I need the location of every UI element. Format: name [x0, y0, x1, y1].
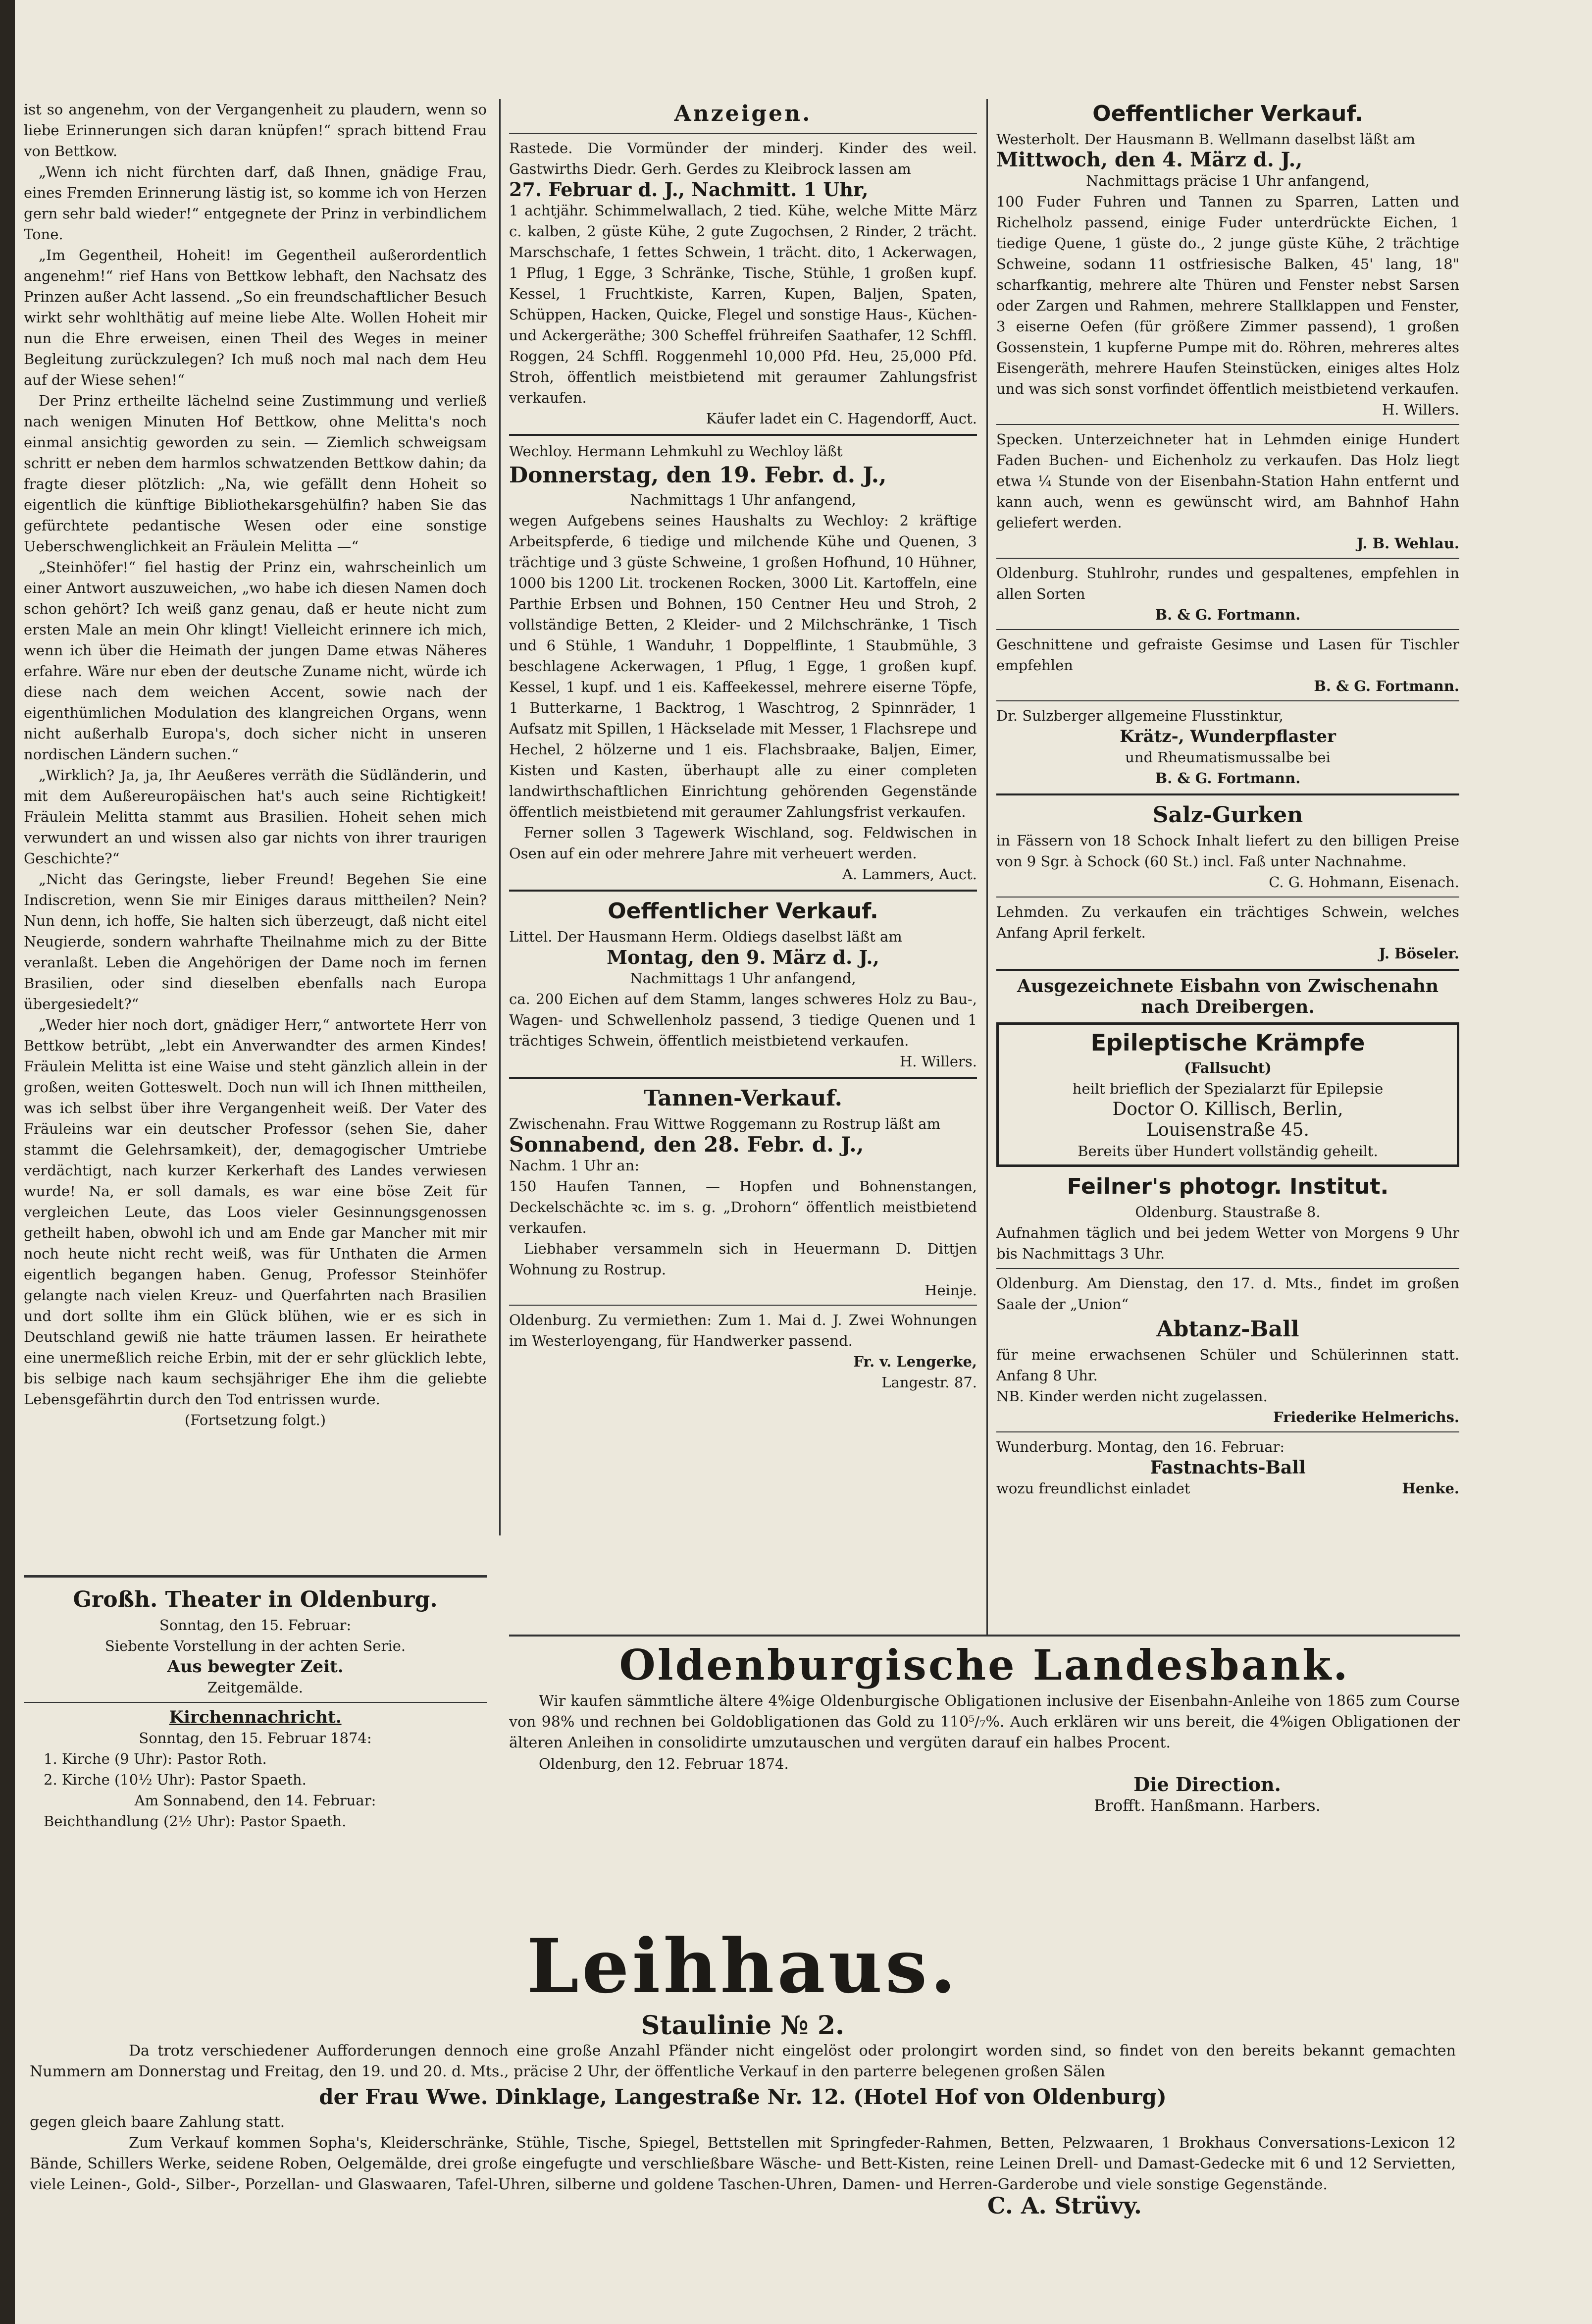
section-rule [24, 1575, 487, 1578]
story-paragraph: „Wenn ich nicht fürchten darf, daß Ihnen, gnädige Frau, eines Fremden Erinnerung lästig ist, so komme ich von Herzen gern sehr bald wieder!“ entgegnete der Prinz in verbindlichem Tone. [24, 163, 487, 243]
ad-heading: Oeffentlicher Verkauf. [608, 898, 878, 924]
binding-gutter [0, 0, 15, 2324]
column-rule [986, 99, 988, 1635]
church-line: Am Sonnabend, den 14. Februar: [134, 1792, 376, 1809]
ad-signature: Heinje. [924, 1282, 977, 1299]
ad-body: wegen Aufgebens seines Haushalts zu Wechloy: 2 kräftige Arbeitspferde, 6 tiedige und milchende Kühe und Quenen, 3 trächtige und 3 güste Schweine, 1 großen Hofhund, 10 Hühner, 1000 bis 1200 Lit. trockenen Rocken, 3000 Lit. Kartoffeln, eine Parthie Erbsen und Bohnen, 150 Centner Heu und Stroh, 2 vollständige Betten, 2 Kleider- und 2 Milchschränke, 1 Tisch und 6 Stühle, 1 Wanduhr, 1 Doppelflinte, 1 Staubmühle, 3 beschlagene Ackerwagen, 1 Pflug, 1 Egge, 1 großen kupf. Kessel, 1 kupf. und 1 eis. Kaffeekessel, mehrere eiserne Töpfe, 1 Butterkarne, 1 Backtrog, 1 Waschtrog, 2 Spinnräder, 1 Aufsatz mit Spillen, 1 Häckselade mit Messer, 1 Flachsrepe und Hechel, 2 hölzerne und 1 eis. Flachsbraake, Baljen, Eimer, Kisten und Kasten, überhaupt alle zu einer completen landwirthschaftlichen Einrichtung gehörenden Gegenstände öffentlich meistbietend mit geraumer Zahlungsfrist verkaufen. [509, 512, 977, 820]
ad-date: Mittwoch, den 4. März d. J., [996, 148, 1303, 171]
theater-genre: Zeitgemälde. [207, 1679, 303, 1696]
leihhaus-address: der Frau Wwe. Dinklage, Langestraße Nr. 12. (Hotel Hof von Oldenburg) [319, 2085, 1167, 2109]
story-paragraph: „Steinhöfer!“ fiel hastig der Prinz ein, wahrscheinlich um einer Antwort auszuweichen, „wo habe ich diesen Namen doch schon gehört? Ich weiß ganz genau, daß er heute nicht zum ersten Male an mein Ohr klingt! Vielleicht erinnere ich mich, wenn ich über die Heimath der jungen Dame etwas Näheres erfahre. Wäre nur eben der deutsche Zuname nicht, würde ich diese nach dem weichen Accent, sowie nach der eigenthümlichen Modulation des klangreichen Organs, wenn nicht außerhalb Europa's, doch sicher nicht in unseren nordischen Ländern suchen.“ [24, 559, 487, 763]
ad-body: Krätz-, Wunderpflaster [1120, 727, 1336, 746]
bank-names: Brofft. Hanßmann. Harbers. [1094, 1796, 1321, 1815]
ads-column [509, 99, 977, 1635]
bank-heading: Oldenburgische Landesbank. [619, 1640, 1350, 1690]
ad-text: Westerholt. Der Hausmann B. Wellmann daselbst läßt am [996, 131, 1416, 148]
ad-body: Geschnittene und gefraiste Gesimse und Lasen für Tischler empfehlen [996, 636, 1459, 674]
leihhaus-body: gegen gleich baare Zahlung statt. [30, 2113, 285, 2131]
ad-body: Oldenburg. Stuhlrohr, rundes und gespaltenes, empfehlen in allen Sorten [996, 565, 1459, 602]
ad-heading: Abtanz-Ball [1156, 1317, 1299, 1342]
ad-date: Sonnabend, den 28. Febr. d. J., [509, 1132, 864, 1157]
ad-time: Nachmittags präcise 1 Uhr anfangend, [1086, 172, 1370, 189]
ad-signature: Käufer ladet ein C. Hagendorff, Auct. [706, 410, 977, 427]
ad-signature: A. Lammers, Auct. [842, 866, 977, 883]
ad-heading: Feilner's photogr. Institut. [1067, 1174, 1389, 1199]
leihhaus-notice [30, 1922, 1456, 2298]
ad-body: Oldenburg. Am Dienstag, den 17. d. Mts., findet im großen Saale der „Union“ [996, 1275, 1459, 1313]
section-rule [509, 1635, 1460, 1637]
ad-date: Donnerstag, den 19. Febr. d. J., [509, 463, 887, 488]
theater-line: Sonntag, den 15. Februar: [159, 1617, 352, 1634]
ad-signature: C. G. Hohmann, Eisenach. [1269, 874, 1459, 891]
ad-body: Lehmden. Zu verkaufen ein trächtiges Schwein, welches Anfang April ferkelt. [996, 903, 1459, 941]
leihhaus-signature: C. A. Strüvy. [987, 2192, 1142, 2219]
ad-signature: B. & G. Fortmann. [1155, 606, 1301, 623]
ads-column-right [996, 99, 1459, 1635]
theater-title: Großh. Theater in Oldenburg. [73, 1587, 438, 1612]
ad-text: Rastede. Die Vormünder der minderj. Kinder des weil. Gastwirths Diedr. Gerh. Gerdes zu Kleibrock lassen am [509, 140, 977, 177]
ad-text: Littel. Der Hausmann Herm. Oldiegs daselbst läßt am [509, 928, 902, 945]
leihhaus-heading: Leihhaus. [526, 1923, 959, 2010]
ad-signature: H. Willers. [1382, 401, 1459, 418]
church-line: 2. Kirche (10½ Uhr): Pastor Spaeth. [44, 1771, 307, 1788]
ad-body: Doctor O. Killisch, Berlin, [1112, 1099, 1343, 1119]
church-line: 1. Kirche (9 Uhr): Pastor Roth. [44, 1750, 267, 1767]
ad-heading: Fastnachts-Ball [1150, 1457, 1306, 1478]
ad-body: NB. Kinder werden nicht zugelassen. [996, 1388, 1268, 1405]
theater-notice [24, 1585, 487, 1862]
ad-body: wozu freundlichst einladet [996, 1480, 1190, 1497]
ad-signature: B. & G. Fortmann. [1314, 678, 1459, 694]
church-title: Kirchennachricht. [169, 1707, 342, 1727]
ad-signature: Friederike Helmerichs. [1273, 1409, 1459, 1426]
ad-signature: Fr. v. Lengerke, [853, 1353, 977, 1370]
story-paragraph: „Im Gegentheil, Hoheit! im Gegentheil außerordentlich angenehm!“ rief Hans von Bettkow lebhaft, den Nachsatz des Prinzen außer Acht lassend. „So ein freundschaftlicher Besuch wirkt sehr wohlthätig auf meine liebe Alte. Wollen Hoheit mir nun die Ehre erweisen, einen Theil des Weges in meiner Begleitung zurückzulegen? Ich muß noch mal nach dem Heu auf der Wiese sehen!“ [24, 247, 487, 388]
ad-body: Louisenstraße 45. [1146, 1120, 1309, 1140]
church-line: Beichthandlung (2½ Uhr): Pastor Spaeth. [44, 1813, 347, 1830]
ad-body: Ausgezeichnete Eisbahn von Zwischenahn nach Dreibergen. [1017, 976, 1439, 1017]
ad-body: 150 Haufen Tannen, — Hopfen und Bohnenstangen, Deckelschächte ꝛc. im s. g. „Drohorn“ öffentlich meistbietend verkaufen. [509, 1178, 977, 1236]
story-paragraph: „Weder hier noch dort, gnädiger Herr,“ antwortete Herr von Bettkow betrübt, „lebt ein Anverwandter des armen Kindes! Fräulein Melitta ist eine Waise und steht gänzlich allein in der großen, weiten Gotteswelt. Doch nun will ich Ihnen mittheilen, was ich selbst über ihre Vergangenheit weiß. Der Vater des Fräuleins war ein deutscher Professor (sehen Sie, daher stammt die Gelehrsamkeit), der, demagogischer Umtriebe verdächtigt, nach kurzer Kerkerhaft des Landes verwiesen wurde! Na, er soll damals, es war eine böse Zeit für vergleichen Leute, das Loos vieler Gesinnungsgenossen getheilt haben, obwohl ich und am Ende gar Mancher mit mir noch heute nicht recht weiß, was für Unthaten die Armen eigentlich begangen haben. Genug, Professor Steinhöfer gelangte nach vielen Kreuz- und Querfahrten nach Brasilien und dort sollte ihm ein Glück blühen, wie er es sich in Deutschland gewiß nie hatte träumen lassen. Er heirathete eine unermeßlich reiche Erbin, mit der er sehr glücklich lebte, bis selbige nach kaum sechsjähriger Ehe ihm die geliebte Lebensgefährtin durch den Tod entrissen wurde. [24, 1016, 487, 1408]
ad-signature: Henke. [1402, 1480, 1459, 1497]
bank-notice [509, 1639, 1460, 1917]
theater-play: Aus bewegter Zeit. [167, 1657, 344, 1677]
ad-heading: Oeffentlicher Verkauf. [1092, 101, 1363, 126]
ad-body: in Fässern von 18 Schock Inhalt liefert zu den billigen Preise von 9 Sgr. à Schock (60 St.) incl. Faß unter Nachnahme. [996, 832, 1459, 870]
ad-body: heilt brieflich der Spezialarzt für Epilepsie [1072, 1080, 1384, 1097]
ad-body: ca. 200 Eichen auf dem Stamm, langes schweres Holz zu Bau-, Wagen- und Schwellenholz passend, 3 tiedige Quenen und 1 trächtiges Schwein, öffentlich meistbietend verkaufen. [509, 991, 977, 1049]
ad-body: Wunderburg. Montag, den 16. Februar: [996, 1438, 1285, 1455]
ad-date: 27. Februar d. J., Nachmitt. 1 Uhr, [509, 178, 869, 201]
ad-body: Ferner sollen 3 Tagewerk Wischland, sog. Feldwischen in Osen auf ein oder mehrere Jahre mit verheuert werden. [509, 824, 977, 862]
ad-signature: J. Böseler. [1379, 945, 1459, 962]
ad-signature: B. & G. Fortmann. [1155, 770, 1301, 787]
ad-body: Bereits über Hundert vollständig geheilt. [1078, 1143, 1378, 1160]
ad-heading: Tannen-Verkauf. [643, 1086, 842, 1111]
bank-date: Oldenburg, den 12. Februar 1874. [539, 1755, 789, 1772]
ad-body: Dr. Sulzberger allgemeine Flusstinktur, [996, 707, 1284, 724]
ad-text: Wechloy. Hermann Lehmkuhl zu Wechloy läßt [509, 443, 843, 460]
ad-heading: Salz-Gurken [1152, 802, 1303, 828]
leihhaus-body: Zum Verkauf kommen Sopha's, Kleiderschränke, Stühle, Tische, Spiegel, Bettstellen mit Springfeder-Rahmen, Betten, Pelzwaaren, 1 Brokhaus Conversations-Lexicon 12 Bände, Schillers Werke, seidene Roben, Oelgemälde, drei große eingefugte und verschließbare Wäsche- und Bett-Kisten, reine Leinen Drell- und Damast-Gedecke mit 6 und 12 Servietten, viele Leinen-, Gold-, Silber-, Porzellan- und Glaswaaren, Tafel-Uhren, silberne und goldene Taschen-Uhren, Damen- und Herren-Garderobe und viele sonstige Gegenstände. [30, 2134, 1456, 2193]
ad-text: Oldenburg. Zu vermiethen: Zum 1. Mai d. J. Zwei Wohnungen im Westerloyengang, für Handwerker passend. [509, 1312, 977, 1349]
continuation-note: (Fortsetzung folgt.) [184, 1412, 326, 1428]
column-rule [499, 99, 501, 1535]
story-paragraph: „Wirklich? Ja, ja, Ihr Aeußeres verräth die Südländerin, und mit dem Außereuropäischen hat's auch seine Richtigkeit! Fräulein Melitta stammt aus Brasilien. Hoheit sehen mich verwundert an und wissen also gar nichts von ihrer traurigen Geschichte?“ [24, 767, 487, 867]
ad-body: und Rheumatismussalbe bei [1125, 749, 1331, 766]
ad-text: Zwischenahn. Frau Wittwe Roggemann zu Rostrup läßt am [509, 1115, 941, 1132]
leihhaus-sub: Staulinie № 2. [641, 2010, 845, 2041]
church-line: Sonntag, den 15. Februar 1874: [139, 1730, 372, 1746]
ad-signature: J. B. Wehlau. [1356, 535, 1459, 552]
ad-address: Langestr. 87. [881, 1374, 977, 1391]
story-paragraph: Der Prinz ertheilte lächelnd seine Zustimmung und verließ nach wenigen Minuten Hof Bettkow, ohne Melitta's noch einmal ansichtig geworden zu sein. — Ziemlich schweigsam schritt er neben dem harmlos schwatzenden Bettkow dahin; da fragte dieser plötzlich: „Na, wie gefällt denn Hoheit so eigentlich die künftige Bibliothekarsgehülfin? haben Sie das gefürchtete pedantische Wesen oder eine sonstige Ueberschwenglichkeit an Fräulein Melitta —“ [24, 392, 487, 555]
ad-signature: H. Willers. [900, 1053, 977, 1070]
ad-body: 100 Fuder Fuhren und Tannen zu Sparren, Latten und Richelholz passend, einige Fuder unterdrückte Eichen, 1 tiedige Quene, 1 güste do., 2 junge güste Kühe, 2 trächtige Schweine, sodann 11 ostfriesische Balken, 45' lang, 18" scharfkantig, mehrere alte Thüren und Fenster nebst Sarsen oder Zargen und Rahmen, mehrere Stallklappen und Fenster, 3 eiserne Oefen (für größere Zimmer passend), 1 großen Gossenstein, 1 kupferne Pumpe mit do. Röhren, mehreres altes Eisengeräth, mehrere Haufen Steinstücken, einiges altes Holz und was sich sonst vorfindet öffentlich meistbietend verkaufen. [996, 193, 1459, 397]
ad-time: Nachm. 1 Uhr an: [509, 1157, 640, 1174]
ad-date: Montag, den 9. März d. J., [607, 946, 879, 968]
bank-body: Wir kaufen sämmtliche ältere 4%ige Oldenburgische Obligationen inclusive der Eisenbahn-Anleihe von 1865 zum Course von 98% und rechnen bei Goldobligationen das Gold zu 110⁵/₇%. Auch erklären wir uns bereit, die 4%igen Obligationen der älteren Anleihen in consolidirte umzutauschen und vergüten darauf ein halbes Procent. [509, 1692, 1460, 1751]
ad-sub: (Fallsucht) [1184, 1059, 1272, 1076]
ad-body: Aufnahmen täglich und bei jedem Wetter von Morgens 9 Uhr bis Nachmittags 3 Uhr. [996, 1224, 1459, 1262]
leihhaus-body: Da trotz verschiedener Aufforderungen dennoch eine große Anzahl Pfänder nicht eingelöst oder prolongirt worden sind, so findet von den bereits bekannt gemachten Nummern am Donnerstag und Freitag, den 19. und 20. d. Mts., präcise 2 Uhr, der öffentliche Verkauf in den parterre belegenen großen Sälen [30, 2042, 1456, 2080]
ad-body: Oldenburg. Staustraße 8. [1135, 1204, 1321, 1220]
ad-body: Specken. Unterzeichneter hat in Lehmden einige Hundert Faden Buchen- und Eichenholz zu verkaufen. Das Holz liegt etwa ¼ Stunde von der Eisenbahn-Station Hahn entfernt und kann auch, wenn es gewünscht wird, am Bahnhof Hahn geliefert werden. [996, 431, 1459, 531]
theater-line: Siebente Vorstellung in der achten Serie. [104, 1637, 406, 1654]
ad-body: 1 achtjähr. Schimmelwallach, 2 tied. Kühe, welche Mitte März c. kalben, 2 güste Kühe, 2 gute Zugochsen, 2 Rinder, 2 trächt. Marschschafe, 1 fettes Schwein, 1 trächt. dito, 1 Ackerwagen, 1 Pflug, 1 Egge, 3 Schränke, Tische, Stühle, 1 großen kupf. Kessel, 1 Fruchtkiste, Karren, Kupen, Baljen, Spaten, Schüppen, Hacken, Quicke, Flegel und sonstige Haus-, Küchen- und Ackergeräthe; 300 Scheffel frühreifen Saathafer, 12 Schffl. Roggen, 24 Schffl. Roggenmehl 10,000 Pfd. Heu, 25,000 Pfd. Stroh, öffentlich meistbietend mit geraumer Zahlungsfrist verkaufen. [509, 202, 977, 406]
ad-heading: Epileptische Krämpfe [1090, 1029, 1365, 1056]
story-column [24, 99, 487, 1610]
ad-body: Liebhaber versammeln sich in Heuermann D. Dittjen Wohnung zu Rostrup. [509, 1240, 977, 1278]
story-paragraph: ist so angenehm, von der Vergangenheit zu plaudern, wenn so liebe Erinnerungen sich daran knüpfen!“ sprach bittend Frau von Bettkow. [24, 101, 487, 159]
bank-signature: Die Direction. [1133, 1773, 1281, 1796]
epilepsy-ad-box [996, 1022, 1459, 1167]
ad-body: für meine erwachsenen Schüler und Schülerinnen statt. Anfang 8 Uhr. [996, 1346, 1459, 1384]
ads-heading: Anzeigen. [674, 101, 812, 126]
story-paragraph: „Nicht das Geringste, lieber Freund! Begehen Sie eine Indiscretion, wenn Sie mir Einiges daraus mittheilen? Nein? Nun denn, ich hoffe, Sie halten sich überzeugt, daß nicht eitel Neugierde, sondern wahrhafte Theilnahme mich zu der Bitte veranlaßt. Leben die Angehörigen der Dame noch im fernen Brasilien, oder sind dieselben ebenfalls nach Europa übergesiedelt?“ [24, 871, 487, 1012]
ad-time: Nachmittags 1 Uhr anfangend, [630, 491, 856, 508]
ad-time: Nachmittags 1 Uhr anfangend, [630, 970, 856, 987]
